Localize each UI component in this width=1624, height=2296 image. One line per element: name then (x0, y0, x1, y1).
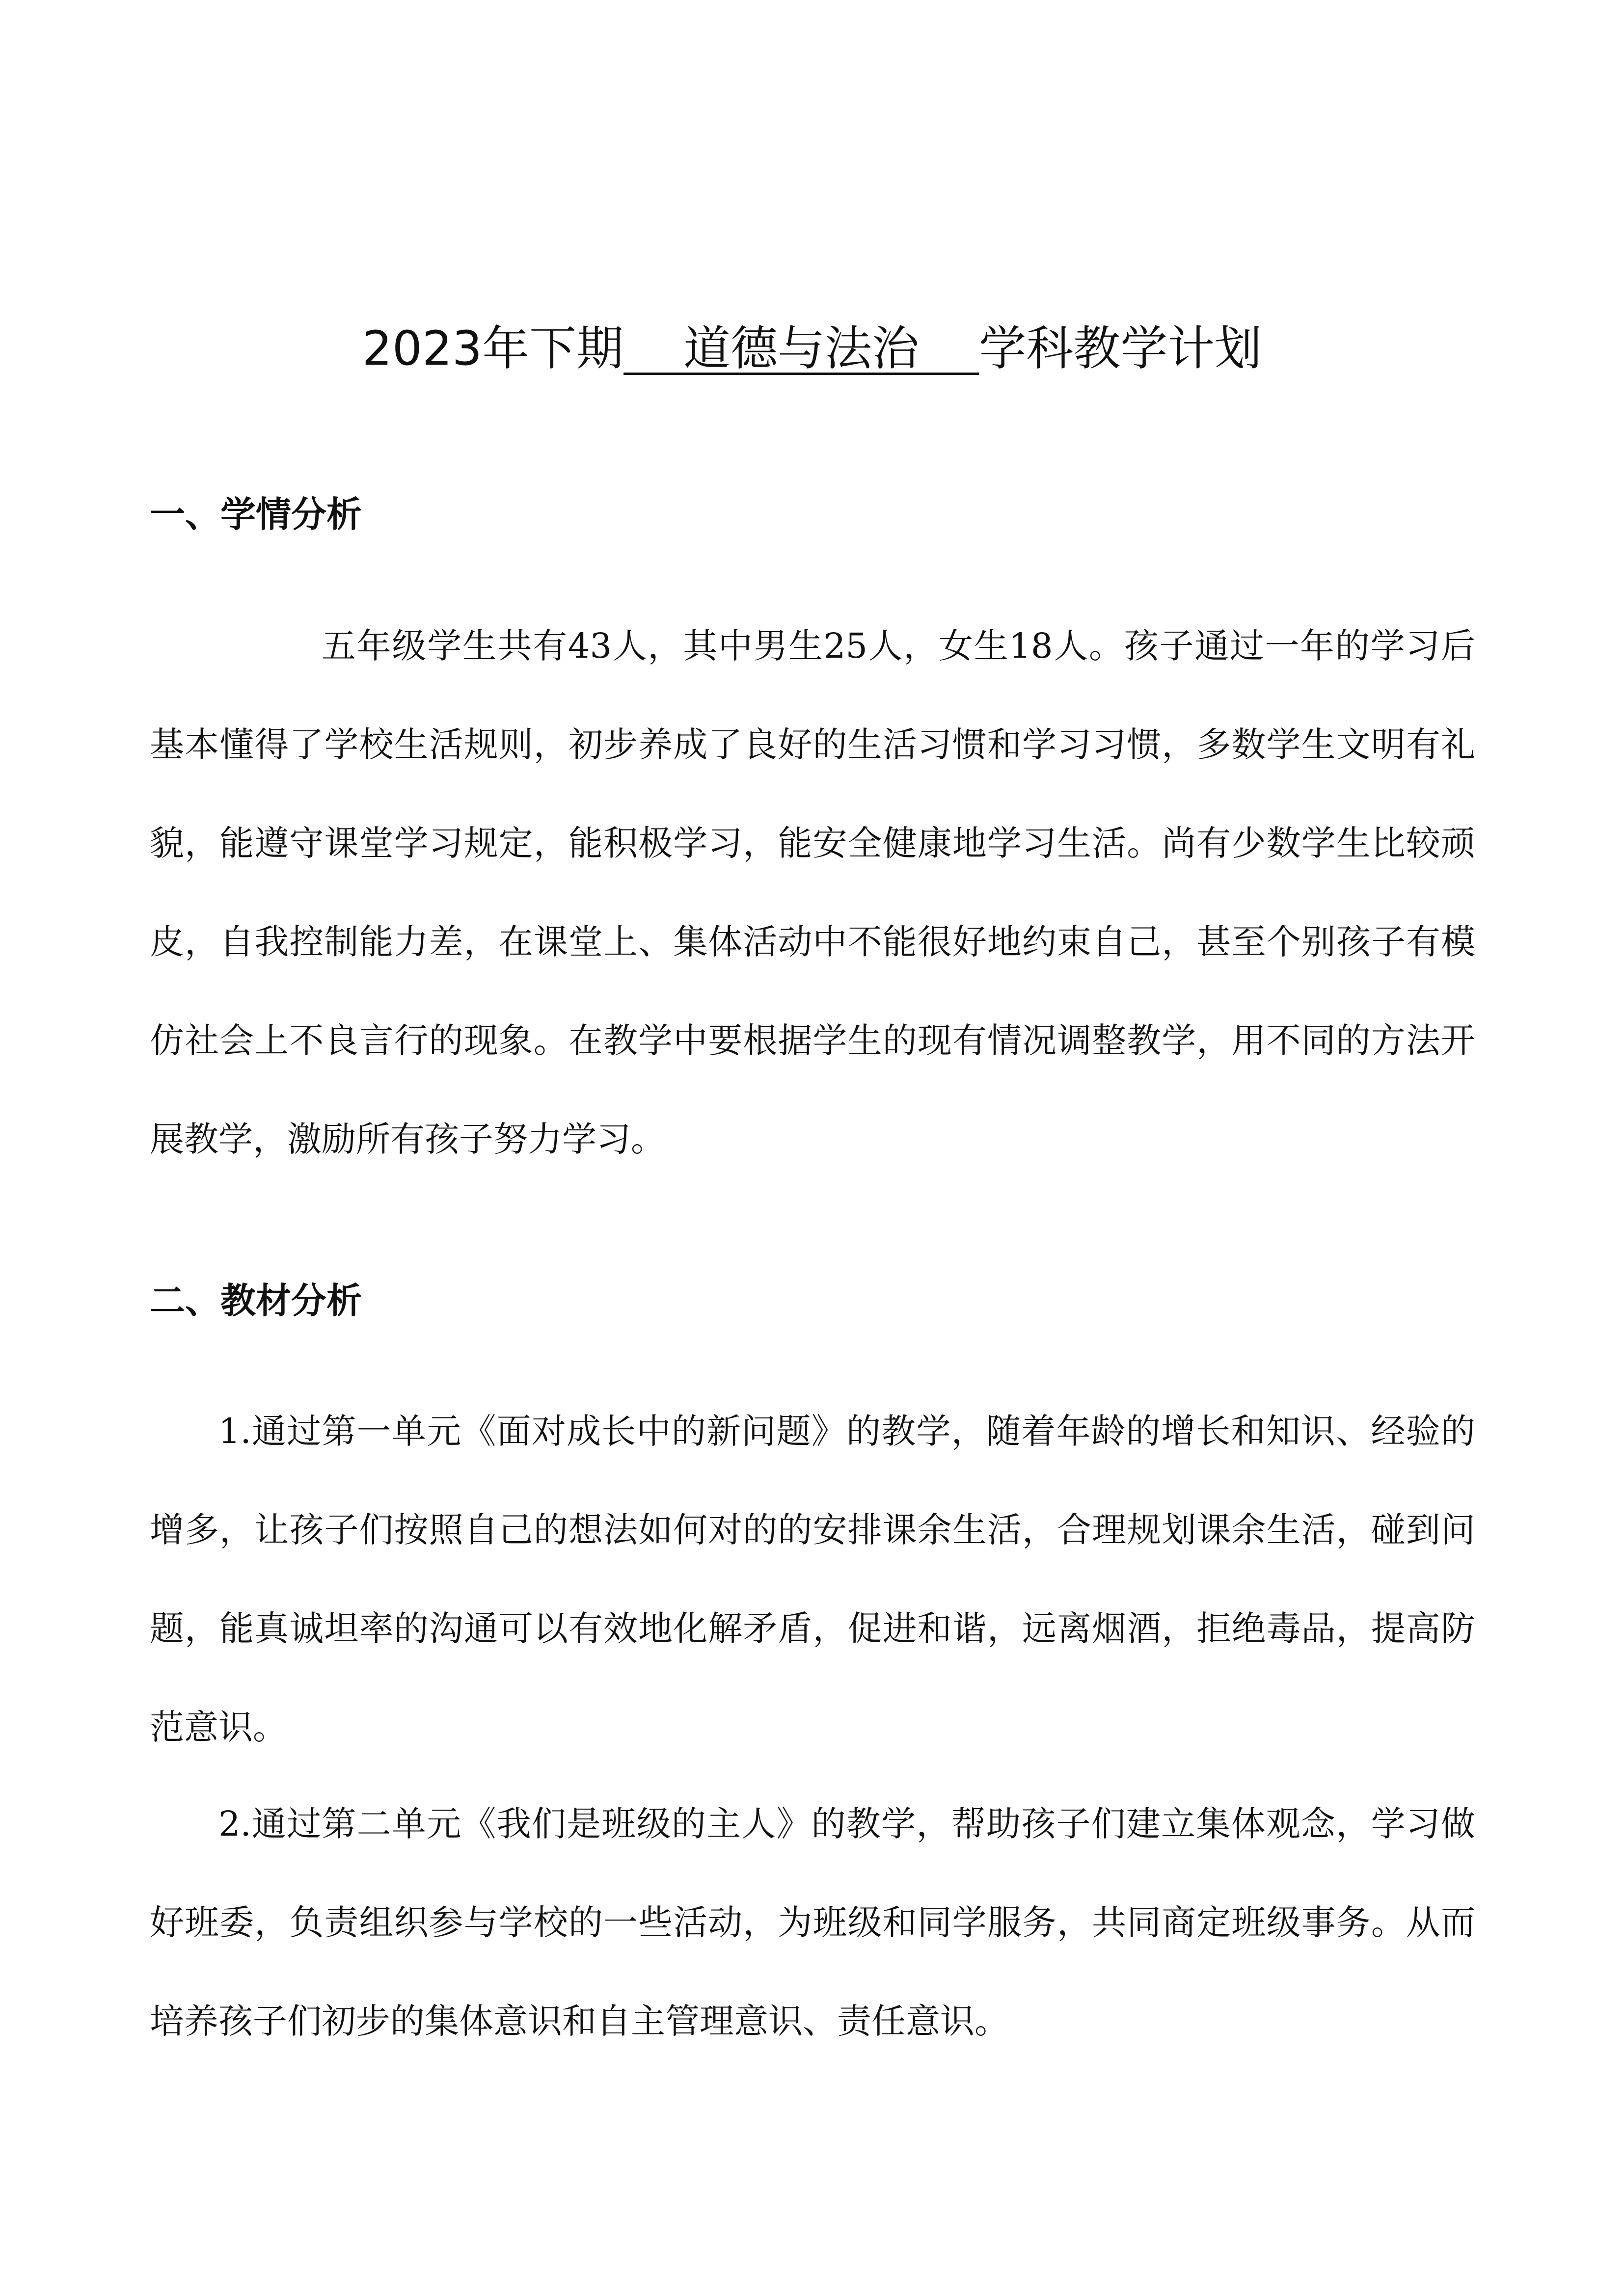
title-subject: 道德与法治 (623, 321, 979, 376)
title-suffix: 学科教学计划 (979, 321, 1262, 376)
title-prefix: 2023年下期 (362, 321, 624, 376)
section-heading-textbook-analysis: 二、教材分析 (150, 1280, 362, 1321)
paragraph-unit-one: 1.通过第一单元《面对成长中的新问题》的教学，随着年龄的增长和知识、经验的增多，让孩子们按照自己的想法如何对的的安排课余生活，合理规划课余生活，碰到问题，能真诚坦率的沟通可以有效地化解矛盾，促进和谐，远离烟酒，拒绝毒品，提高防范意识。 (150, 1411, 1475, 1747)
paragraph-unit-two: 2.通过第二单元《我们是班级的主人》的教学，帮助孩子们建立集体观念，学习做好班委，负责组织参与学校的一些活动，为班级和同学服务，共同商定班级事务。从而培养孩子们初步的集体意识和自主管理意识、责任意识。 (150, 1804, 1475, 2041)
paragraph-student-analysis: 五年级学生共有43人，其中男生25人，女生18人。孩子通过一年的学习后基本懂得了学校生活规则，初步养成了良好的生活习惯和学习习惯，多数学生文明有礼貌，能遵守课堂学习规定，能积极学习，能安全健康地学习生活。尚有少数学生比较顽皮，自我控制能力差，在课堂上、集体活动中不能很好地约束自己，甚至个别孩子有模仿社会上不良言行的现象。在教学中要根据学生的现有情况调整教学，用不同的方法开展教学，激励所有孩子努力学习。 (150, 626, 1475, 1159)
section-heading-student-analysis: 一、学情分析 (150, 494, 362, 535)
page-title (0, 314, 1624, 383)
